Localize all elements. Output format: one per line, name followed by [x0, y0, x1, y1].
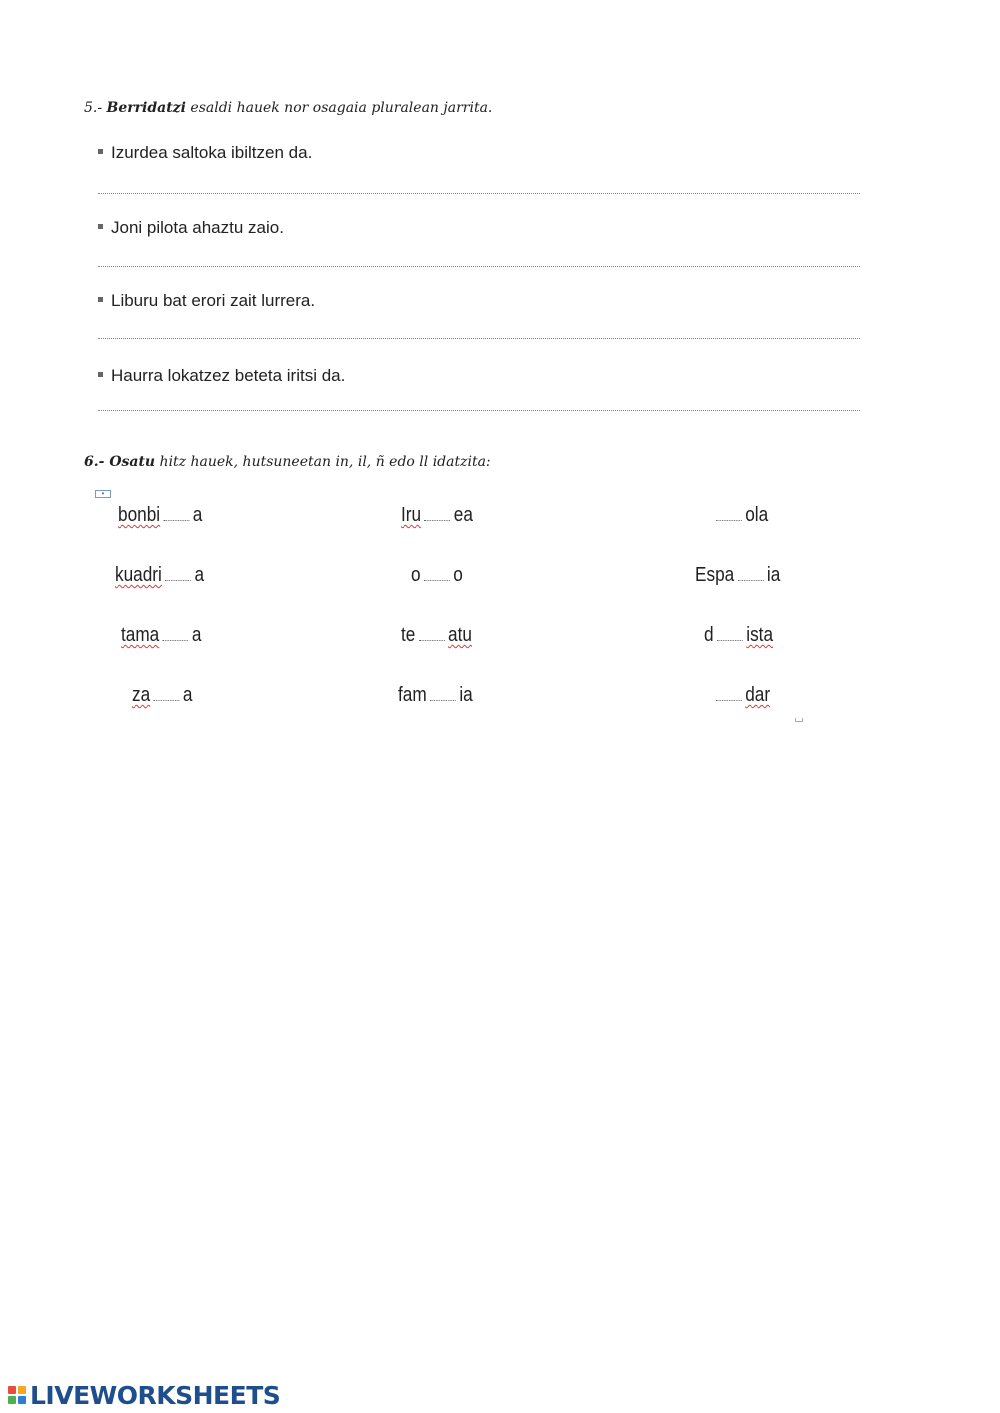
sentence-2	[98, 218, 284, 238]
exercise-6-instruction: hitz hauek, hutsuneetan in, il, ñ edo ll idatzita:	[155, 454, 491, 470]
exercise-5-bold-word: Berridatzi	[106, 100, 186, 116]
bullet-icon	[98, 297, 103, 302]
fill-gap[interactable]	[738, 566, 764, 581]
fill-gap[interactable]	[165, 566, 191, 581]
fill-word-te: te atu	[401, 624, 472, 646]
sentence-text: Liburu bat erori zait lurrera.	[111, 291, 316, 310]
sentence-text: Izurdea saltoka ibiltzen da.	[111, 143, 313, 162]
fill-gap[interactable]	[716, 506, 742, 521]
fill-word-dar: dar	[716, 684, 770, 707]
fill-word-tama: tama a	[121, 624, 202, 646]
fill-word-ola: ola	[716, 504, 768, 527]
exercise-5-heading	[84, 100, 492, 116]
fill-gap[interactable]	[164, 506, 190, 521]
sentence-1	[98, 143, 312, 163]
sentence-text: Haurra lokatzez beteta iritsi da.	[111, 366, 346, 385]
fill-word-o-o: o o	[411, 564, 463, 586]
sentence-text: Joni pilota ahaztu zaio.	[111, 218, 284, 237]
bullet-icon	[98, 149, 103, 154]
fill-gap[interactable]	[419, 626, 445, 641]
fill-word-bonbi: bonbi a	[118, 504, 203, 526]
bullet-icon	[98, 224, 103, 229]
exercise-6-heading	[84, 454, 491, 470]
fill-gap[interactable]	[163, 626, 189, 641]
exercise-5-instruction: esaldi hauek nor osagaia pluralean jarrita.	[185, 100, 493, 116]
fill-word-za: za a	[132, 684, 193, 706]
answer-line-1[interactable]	[98, 193, 860, 194]
exercise-5-number: 5.-	[84, 100, 107, 116]
answer-line-3[interactable]	[98, 338, 860, 339]
fill-gap[interactable]	[430, 686, 456, 701]
fill-gap[interactable]	[717, 626, 743, 641]
logo-grid-icon	[8, 1386, 26, 1404]
fill-word-d: d ista	[704, 624, 774, 646]
exercise-6-bold-word: Osatu	[109, 454, 156, 470]
fill-word-fam: fam ia	[398, 684, 473, 706]
fill-gap[interactable]	[154, 686, 180, 701]
sentence-4	[98, 366, 345, 386]
fill-word-iru: Iru ea	[401, 504, 473, 526]
exercise-6-number: 6.-	[84, 454, 110, 470]
sentence-3	[98, 291, 315, 311]
fill-gap[interactable]	[424, 566, 450, 581]
bullet-icon	[98, 372, 103, 377]
liveworksheets-logo[interactable]	[8, 1381, 280, 1409]
fill-word-kuadri: kuadri a	[115, 564, 205, 586]
answer-line-2[interactable]	[98, 266, 860, 267]
paragraph-marker-icon	[795, 718, 803, 722]
logo-text: LIVEWORKSHEETS	[30, 1380, 281, 1410]
anchor-marker-icon: ▾	[95, 490, 111, 498]
fill-word-espa: Espa ia	[695, 564, 781, 586]
fill-gap[interactable]	[716, 686, 742, 701]
answer-line-4[interactable]	[98, 410, 860, 411]
fill-gap[interactable]	[425, 506, 451, 521]
